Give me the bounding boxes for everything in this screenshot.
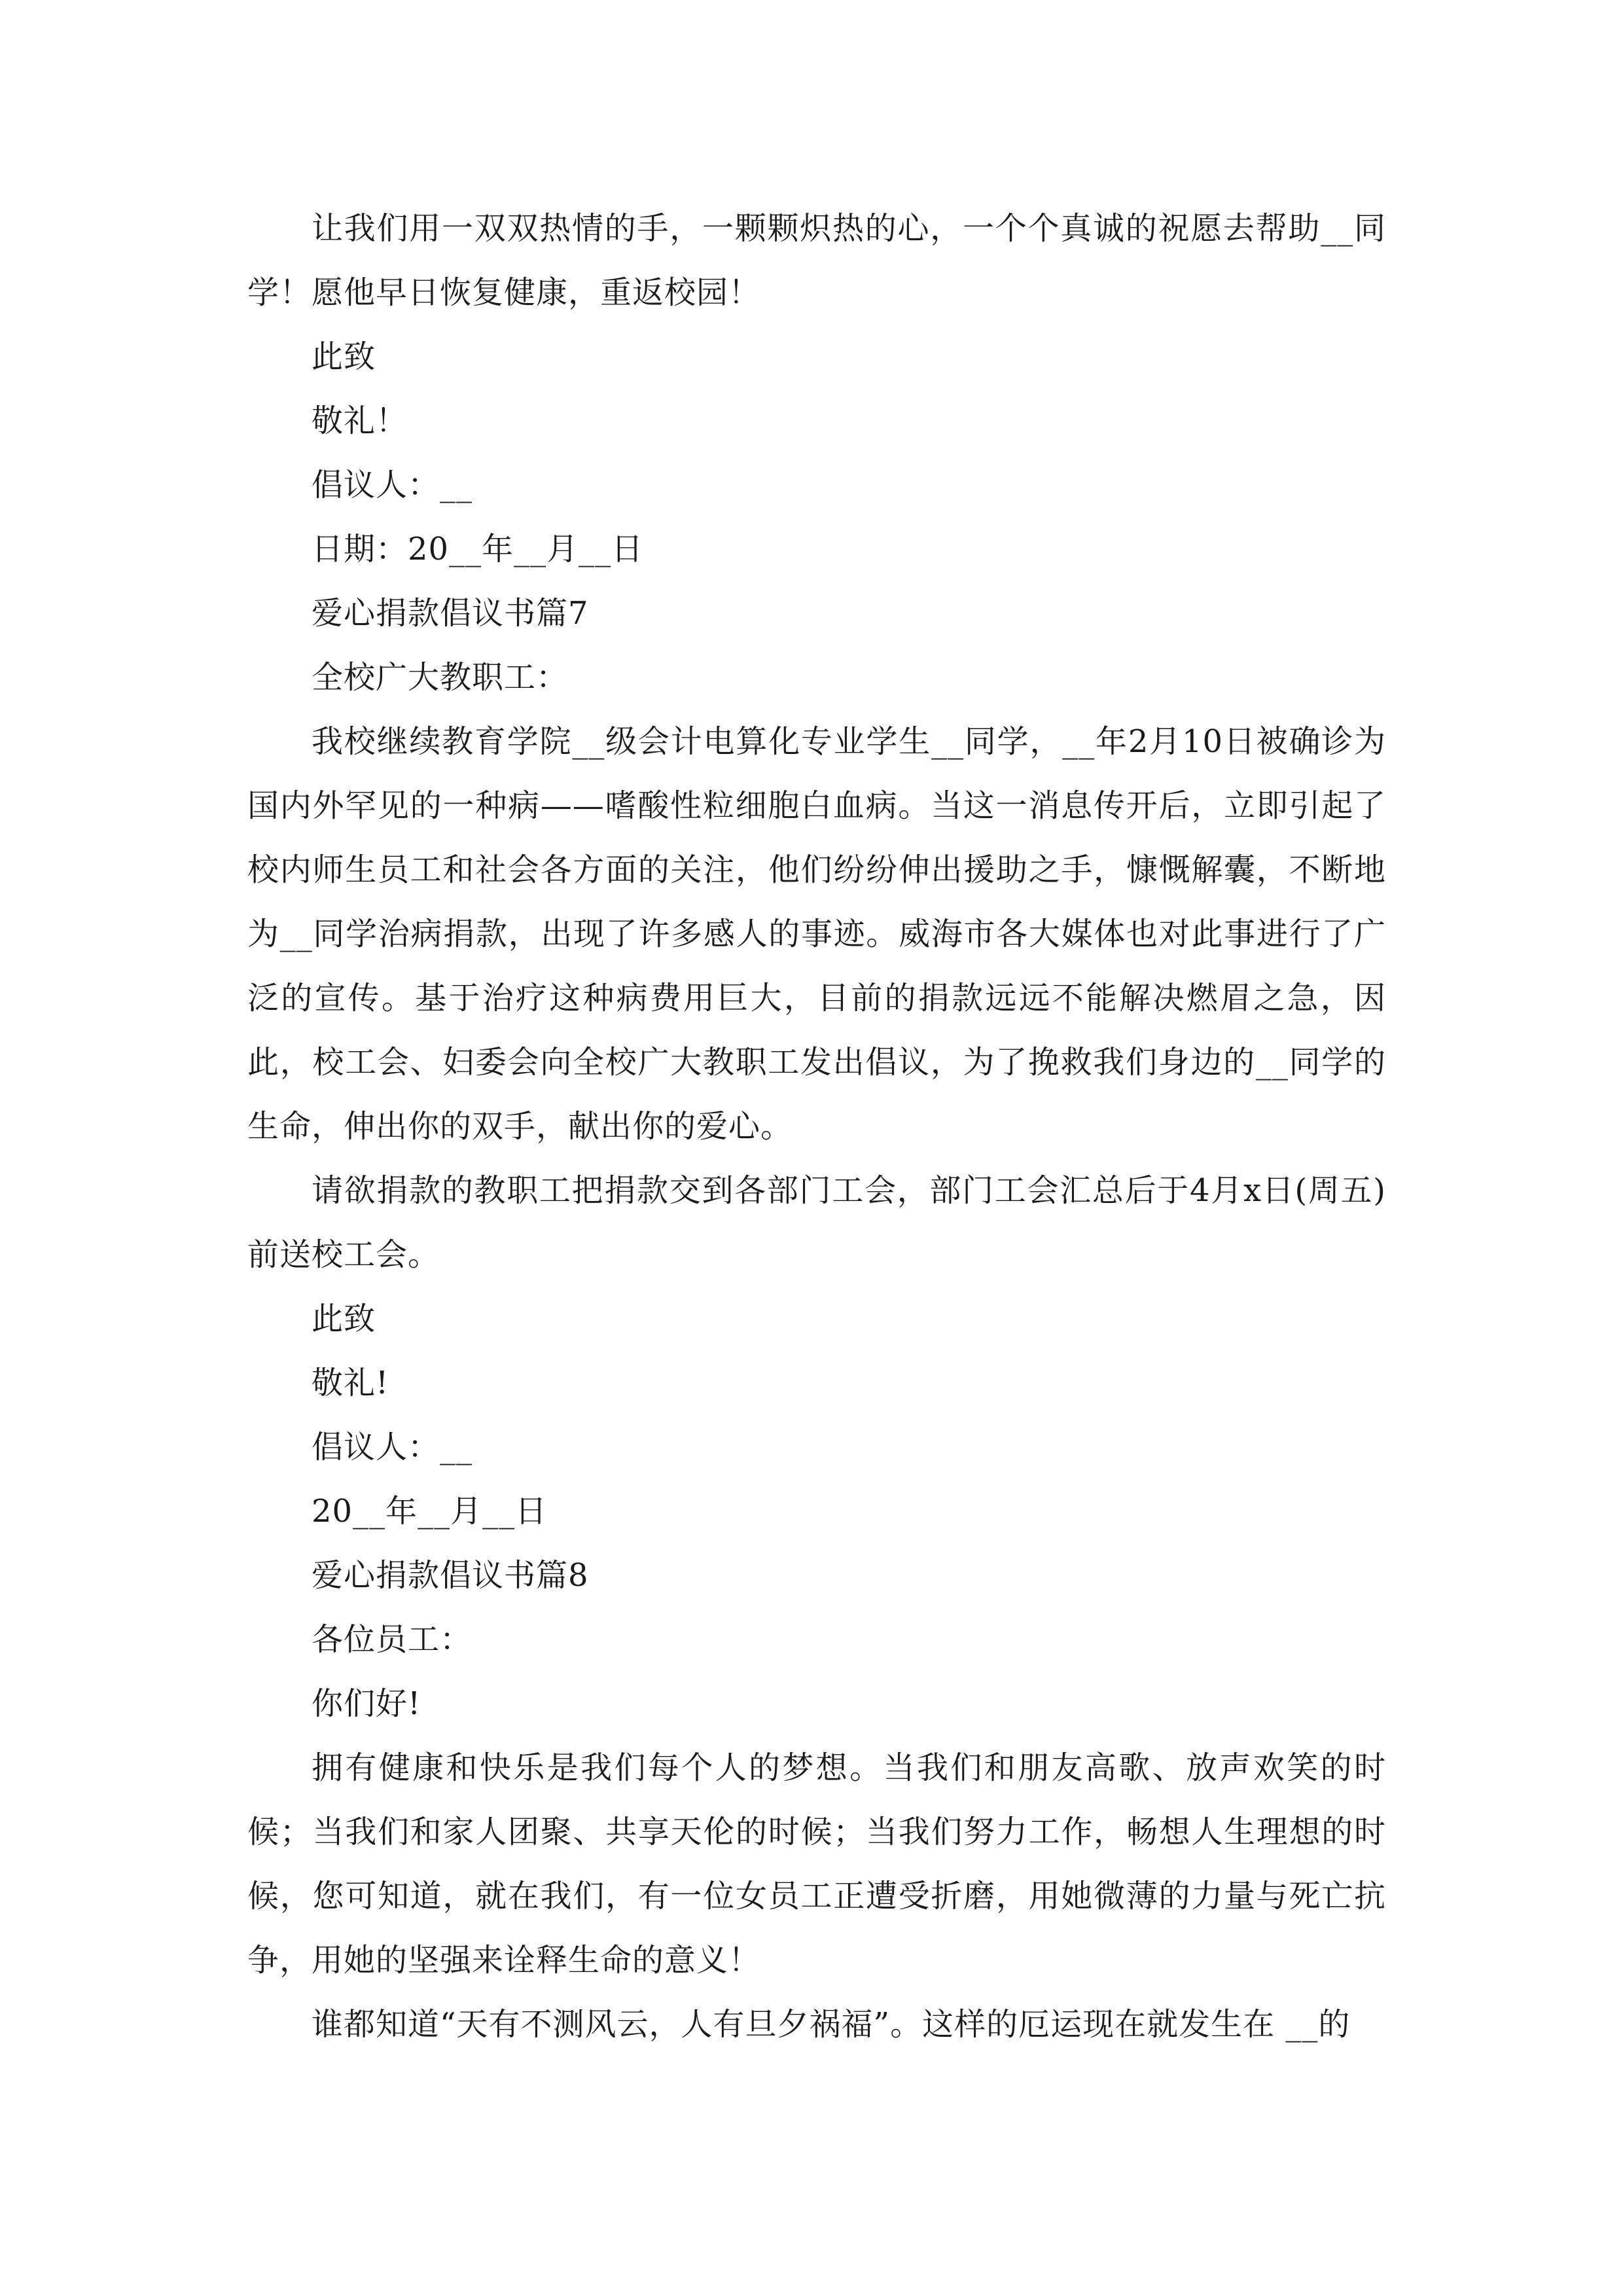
initiator-line: 倡议人：__ xyxy=(312,467,473,503)
paragraph: 请欲捐款的教职工把捐款交到各部门工会，部门工会汇总后于4月x日(周五)前送校工会。 xyxy=(247,1172,1386,1273)
section-heading: 爱心捐款倡议书篇8 xyxy=(312,1557,589,1594)
date-line: 日期：20__年__月__日 xyxy=(312,531,644,567)
salutation: 各位员工： xyxy=(312,1621,473,1658)
closing-regards: 敬礼！ xyxy=(312,403,408,439)
paragraph: 让我们用一双双热情的手，一颗颗炽热的心，一个个真诚的祝愿去帮助__同学！愿他早日恢复健康，重返校园！ xyxy=(247,210,1386,311)
salutation: 全校广大教职工： xyxy=(312,659,569,696)
date-line: 20__年__月__日 xyxy=(312,1493,548,1530)
closing-regards: 敬礼! xyxy=(312,1365,389,1401)
closing-salutation: 此致 xyxy=(312,1300,376,1337)
paragraph: 谁都知道“天有不测风云，人有旦夕祸福”。这样的厄运现在就发生在 __的 xyxy=(312,2006,1351,2043)
paragraph: 我校继续教育学院__级会计电算化专业学生__同学，__年2月10日被确诊为国内外罕见的一种病——嗜酸性粒细胞白血病。当这一消息传开后，立即引起了校内师生员工和社会各方面的关注，他们纷纷伸出援助之手，慷慨解囊，不断地为__同学治病捐款，出现了许多感人的事迹。威海市各大媒体也对此事进行了广泛的宣传。基于治疗这种病费用巨大，目前的捐款远远不能解决燃眉之急，因此，校工会、妇委会向全校广大教职工发出倡议，为了挽救我们身边的__同学的生命，伸出你的双手，献出你的爱心。 xyxy=(247,723,1386,1145)
section-heading: 爱心捐款倡议书篇7 xyxy=(312,595,589,632)
closing-salutation: 此致 xyxy=(312,338,376,375)
greeting: 你们好! xyxy=(312,1685,421,1722)
paragraph: 拥有健康和快乐是我们每个人的梦想。当我们和朋友高歌、放声欢笑的时候；当我们和家人团聚、共享天伦的时候；当我们努力工作，畅想人生理想的时候，您可知道，就在我们，有一位女员工正遭受折磨，用她微薄的力量与死亡抗争，用她的坚强来诠释生命的意义！ xyxy=(247,1749,1386,1979)
document-body xyxy=(247,196,1386,2056)
initiator-line: 倡议人：__ xyxy=(312,1429,473,1465)
